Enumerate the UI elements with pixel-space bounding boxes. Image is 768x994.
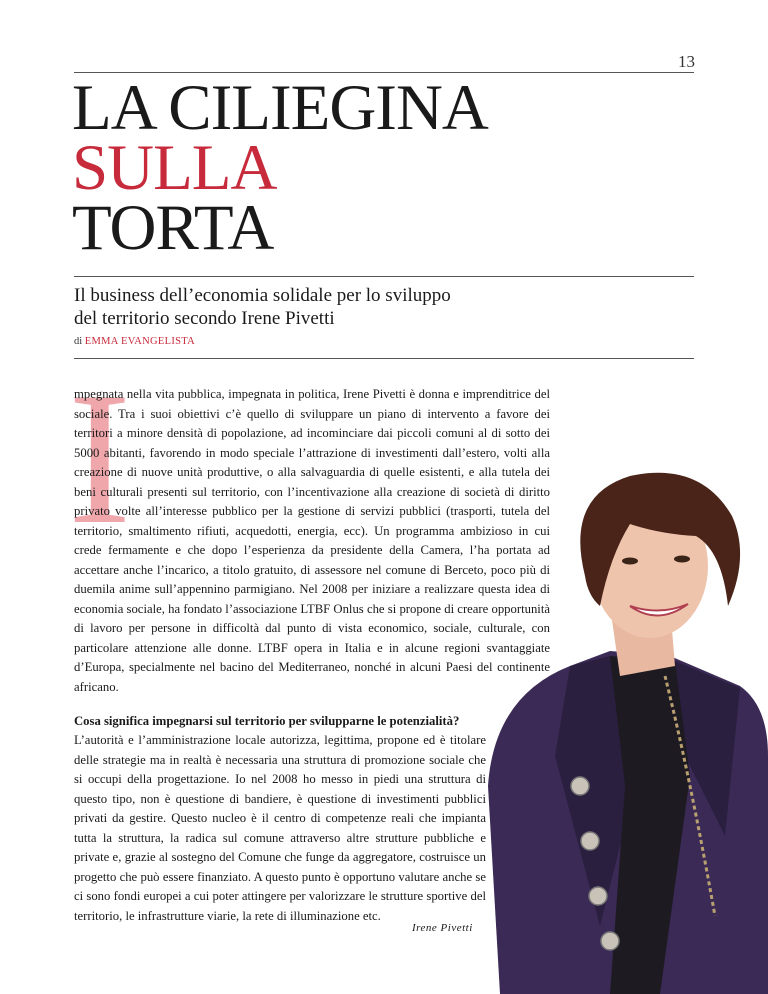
byline-author: EMMA EVANGELISTA bbox=[84, 336, 196, 347]
article-opening: mpegnata nella vita pubblica, impegnata in politica, Irene Pivetti è donna e imprenditrice del sociale. Tra i suoi obiettivi c’è quello di sviluppare un piano di intervento a favore dei territori a minore densità di popolazione, ad incominciare dai piccoli comuni al di sotto dei 5000 abitanti, favorendo in modo speciale l’attrazione di investimenti dall’estero, volti alla creazione di nuove unità produttive, o alla salvaguardia di quelle esistenti, e alla tutela dei beni culturali presenti sul territorio, con l’incentivazione alla creazione di società di diritto privato volte all’interesse pubblico per la gestione di servizi pubblici (trasporti, tutela del territorio, smaltimento rifiuti, acquedotti, energia, ecc). Un programma ambizioso in cui crede fermamente e che dopo l’esperienza da presidente della Camera, l’ha portata ad accettare anche l’incarico, a titolo gratuito, di assessore nel comune di Berceto, poco più di duemila anime sull’appennino parmigiano. Nel 2008 per iniziare a realizzare questa idea di economia sociale, ha fondato l’associazione LTBF Onlus che si propone di creare opportunità di lavoro per persone in difficoltà dal punto di vista economico, sociale, culturale, con particolare attenzione alle donne. LTBF opera in Italia e in alcune regioni svantaggiate d’Europa, specialmente nel bacino del Mediterraneo, nonché in alcuni Paesi del continente africano. bbox=[74, 387, 550, 694]
subtitle bbox=[74, 284, 634, 330]
byline bbox=[74, 336, 195, 347]
byline-prefix: di bbox=[74, 336, 83, 347]
portrait-photo bbox=[460, 456, 768, 994]
headline-divider bbox=[74, 276, 694, 277]
page-number: 13 bbox=[678, 52, 695, 71]
headline-line-1: LA CILIEGINA bbox=[72, 72, 488, 144]
drop-cap: I bbox=[68, 354, 132, 564]
headline-line-3: TORTA bbox=[72, 192, 274, 264]
subtitle-line-1: Il business dell’economia solidale per lo sviluppo bbox=[74, 285, 451, 306]
photo-caption: Irene Pivetti bbox=[412, 922, 473, 934]
byline-divider bbox=[74, 358, 694, 359]
subtitle-line-2: del territorio secondo Irene Pivetti bbox=[74, 308, 335, 329]
interview-question: Cosa significa impegnarsi sul territorio per svilupparne le potenzialità? bbox=[74, 714, 460, 728]
interview-answer: L’autorità e l’amministrazione locale autorizza, legittima, propone ed è titolare delle strategie ma in realtà è necessaria una struttura di promozione sociale che si occupi della progettazione. Io nel 2008 ho messo in piedi una struttura di questo tipo, non è questione di bandiere, è questione di investimenti pubblici privati da gestire. Questo nucleo è il centro di competenze reali che impianta tutta la struttura, la radica sul comune attraverso altre strutture pubbliche e private e, grazie al sostegno del Comune che funge da aggregatore, costruisce un progetto che può essere finanziato. A questo punto è opportuno valutare anche se ci sono fondi europei a cui poter attingere per valorizzare le strutture sportive del territorio, le infrastrutture viarie, la rete di illuminazione etc. bbox=[74, 733, 486, 923]
headline bbox=[72, 72, 488, 264]
headline-line-2: SULLA bbox=[72, 132, 277, 204]
